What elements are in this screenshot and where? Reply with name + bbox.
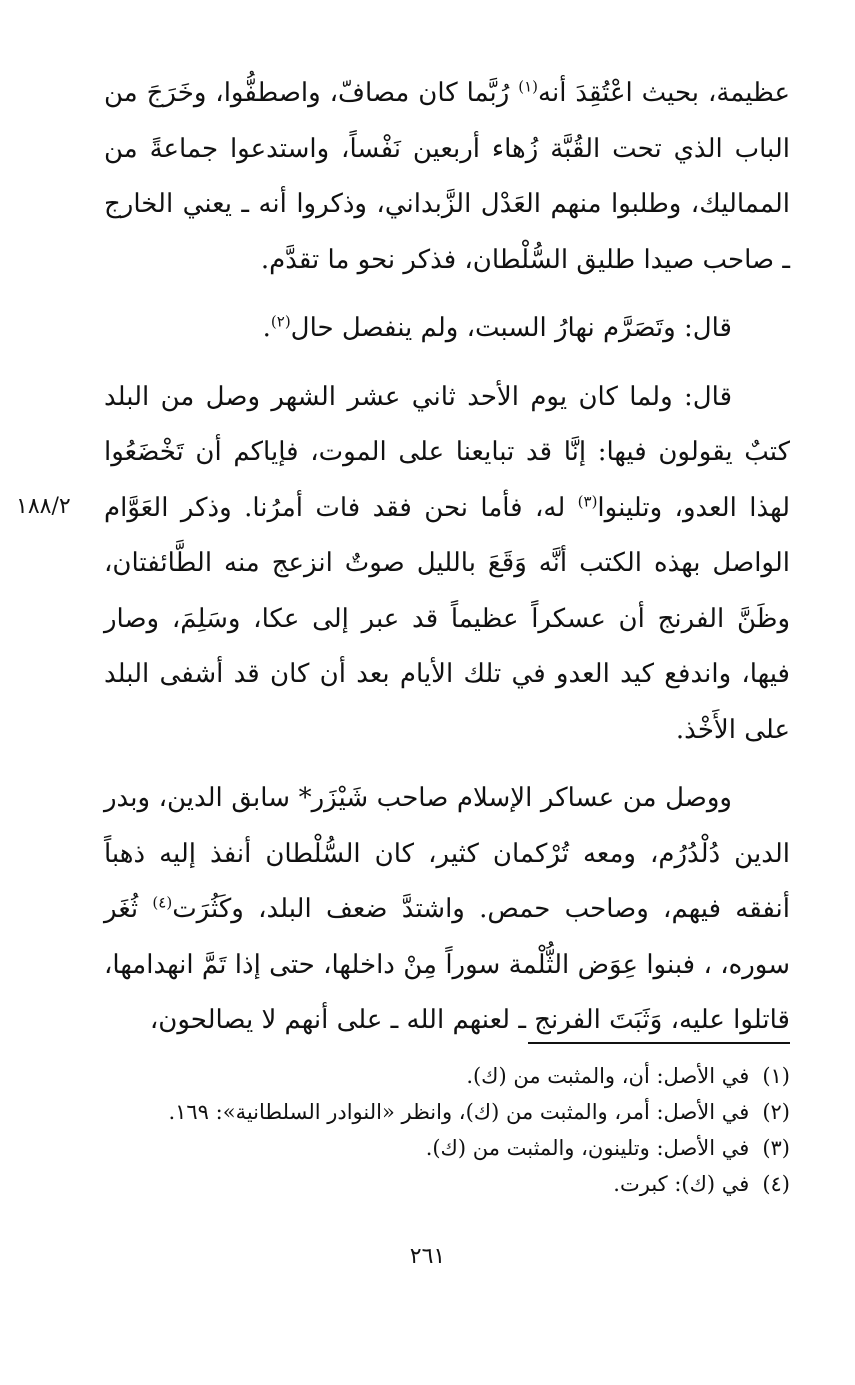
footnote-ref-3: (٣): [577, 491, 598, 510]
footnote-separator: [528, 1042, 790, 1044]
footnote-number: (٣): [762, 1136, 790, 1160]
footnote-number: (١): [762, 1064, 790, 1088]
footnote-text: في الأصل: أن، والمثبت من (ك).: [466, 1064, 750, 1088]
paragraph-2-text-a: قال: وتَصَرَّم نهارُ السبت، ولم ينفصل حال: [290, 313, 732, 343]
paragraph-1-text-a: عظيمة، بحيث اعْتُقِدَ أنه: [538, 78, 790, 108]
margin-volume-page-note: ١٨٨/٢: [16, 494, 71, 519]
paragraph-2-text-b: .: [262, 313, 271, 343]
paragraph-4-text-a: ووصل من عساكر الإسلام صاحب شَيْزَر* سابق الدين، وبدر الدين دُلْدُرُم، ومعه تُرْكمان كثير، كان السُّلْطان أنفذ إليه ذهباً أنفقه فيهم، وصاحب حمص. واشتدَّ ضعف البلد، وكَثُرَت: [104, 783, 790, 924]
paragraph-4: [104, 771, 790, 1049]
footnote-ref-2: (٢): [270, 312, 291, 331]
footnote-4: [104, 1166, 790, 1202]
paragraph-gap: [104, 288, 790, 301]
paragraph-gap: [104, 758, 790, 771]
main-text: [104, 66, 790, 1049]
footnote-text: في الأصل: أمر، والمثبت من (ك)، وانظر «النوادر السلطانية»: ١٦٩.: [168, 1100, 750, 1124]
paragraph-3-text-a: قال: ولما كان يوم الأحد ثاني عشر الشهر وصل من البلد كتبٌ يقولون فيها: إنَّا قد تبايعنا على الموت، فإياكم أن تَخْضَعُوا لهذا العدو، وتلينوا: [104, 381, 791, 523]
page-number: ٢٦١: [409, 1244, 446, 1269]
paragraph-2: [104, 301, 790, 357]
footnotes: [104, 1058, 790, 1202]
footnote-ref-1: (١): [518, 77, 539, 96]
footnote-text: في الأصل: وتلينون، والمثبت من (ك).: [425, 1136, 750, 1160]
footnote-text: في (ك): كبرت.: [613, 1172, 750, 1196]
paragraph-3: [104, 370, 790, 759]
paragraph-1-text-b: رُبَّما كان مصافّ، واصطفُّوا، وخَرَجَ من الباب الذي تحت القُبَّة زُهاء أربعين نَفْساً، واستدعوا جماعةً من المماليك، وطلبوا منهم العَدْل الزَّبداني، وذكروا أنه ـ يعني الخارج ـ صاحب صيدا طليق السُّلْطان، فذكر نحو ما تقدَّم.: [104, 78, 790, 275]
paragraph-1: [104, 66, 790, 288]
footnote-ref-4: (٤): [152, 893, 173, 912]
footnote-number: (٢): [762, 1100, 790, 1124]
footnote-3: [104, 1130, 790, 1166]
paragraph-4-text-b: ثُغَر سوره، ، فبنوا عِوَض الثُّلْمة سوراً مِنْ داخلها، حتى إذا تَمَّ انهدامها، قاتلوا عليه، وَثَبَتَ الفرنج ـ لعنهم الله ـ على أنهم لا يصالحون،: [104, 894, 790, 1035]
footnote-2: [104, 1094, 790, 1130]
footnote-1: [104, 1058, 790, 1094]
paragraph-3-text-b: له، فأما نحن فقد فات أمرُنا. وذكر العَوَّام الواصل بهذه الكتب أنَّه وَقَعَ بالليل صوتٌ انزعج منه الطَّائفتان، وظَنَّ الفرنج أن عسكراً عظيماً قد عبر إلى عكا، وسَلِمَ، وصار فيها، واندفع كيد العدو في تلك الأيام بعد أن كان قد أشفى البلد على الأَخْذ.: [104, 492, 790, 745]
paragraph-gap: [104, 357, 790, 370]
footnote-number: (٤): [762, 1172, 790, 1196]
